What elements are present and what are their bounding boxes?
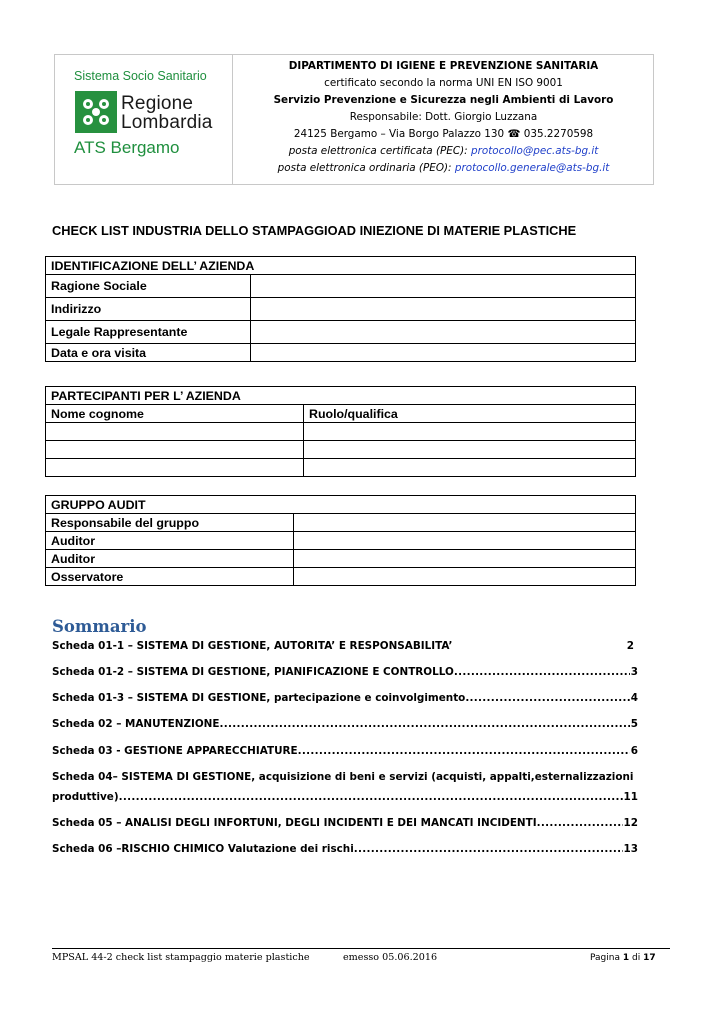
toc-entry-page: 4 (630, 692, 638, 704)
summary-heading: Sommario (52, 617, 147, 636)
field-label-responsabile: Responsabile del gruppo (46, 514, 294, 532)
field-value-auditor[interactable] (294, 532, 636, 550)
column-header-name: Nome cognome (46, 405, 304, 423)
field-value-legale-rappresentante[interactable] (251, 321, 636, 344)
peo-label: posta elettronica ordinaria (PEO): (277, 162, 452, 174)
toc-entry[interactable] (52, 640, 638, 652)
letterhead (54, 54, 654, 185)
address: 24125 Bergamo – Via Borgo Palazzo 130 (293, 128, 505, 140)
certification-line: certificato secondo la norma UNI EN ISO 9001 (324, 77, 563, 89)
company-identification-table (45, 256, 636, 362)
field-label-ragione-sociale: Ragione Sociale (46, 275, 251, 298)
table-row (46, 423, 636, 441)
document-title: CHECK LIST INDUSTRIA DELLO STAMPAGGIOAD INIEZIONE DI MATERIE PLASTICHE (52, 223, 577, 238)
logo-system-name: Sistema Socio Sanitario (74, 69, 207, 83)
column-header-role: Ruolo/qualifica (304, 405, 636, 423)
field-value-responsabile[interactable] (294, 514, 636, 532)
field-label-legale-rappresentante: Legale Rappresentante (46, 321, 251, 344)
participant-name-cell[interactable] (46, 441, 304, 459)
field-label-indirizzo: Indirizzo (46, 298, 251, 321)
pec-label: posta elettronica certificata (PEC): (288, 145, 468, 157)
field-label-auditor: Auditor (46, 550, 294, 568)
phone-number: 035.2270598 (523, 128, 594, 140)
toc-entry[interactable] (52, 791, 638, 803)
toc-entry-text: Scheda 02 – MANUTENZIONE (52, 718, 220, 730)
table-heading: PARTECIPANTI PER L’ AZIENDA (46, 387, 636, 405)
logo-region-line2: Lombardia (121, 112, 213, 133)
field-label-data-ora-visita: Data e ora visita (46, 344, 251, 362)
logo-block (55, 55, 233, 184)
footer-page-number (590, 953, 656, 963)
participant-name-cell[interactable] (46, 459, 304, 477)
phone-icon: ☎ (507, 128, 521, 140)
toc-entry-page: 11 (623, 791, 638, 803)
toc-entry[interactable] (52, 771, 638, 783)
toc-entry[interactable] (52, 817, 638, 829)
toc-entry[interactable] (52, 843, 638, 855)
toc-entry-text: produttive) (52, 791, 119, 803)
peo-email-link[interactable]: protocollo.generale@ats-bg.it (454, 162, 610, 174)
manager-line: Responsabile: Dott. Giorgio Luzzana (349, 111, 538, 123)
table-row (46, 459, 636, 477)
logo-agency: ATS Bergamo (74, 138, 180, 157)
department-name: DIPARTIMENTO DI IGIENE E PREVENZIONE SANITARIA (288, 60, 599, 72)
toc-entry-text: Scheda 01-2 – SISTEMA DI GESTIONE, PIANIFICAZIONE E CONTROLLO (52, 666, 454, 678)
toc-entry-page: 3 (630, 666, 638, 678)
toc-entry[interactable] (52, 718, 638, 730)
participant-role-cell[interactable] (304, 441, 636, 459)
footer-doc-ref: MPSAL 44-2 check list stampaggio materie plastiche (52, 952, 310, 963)
table-heading: GRUPPO AUDIT (46, 496, 636, 514)
department-info (234, 55, 653, 184)
footer-divider (52, 948, 670, 949)
audit-group-table (45, 495, 636, 586)
toc-entry-text: Scheda 01-1 – SISTEMA DI GESTIONE, AUTORITA’ E RESPONSABILITA’ (52, 640, 453, 652)
toc-entry[interactable] (52, 692, 638, 704)
field-label-osservatore: Osservatore (46, 568, 294, 586)
toc-entry-text: Scheda 05 – ANALISI DEGLI INFORTUNI, DEGLI INCIDENTI E DEI MANCATI INCIDENTI (52, 817, 537, 829)
toc-entry-text: Scheda 01-3 – SISTEMA DI GESTIONE, partecipazione e coinvolgimento (52, 692, 466, 704)
toc-entry-text: Scheda 03 - GESTIONE APPARECCHIATURE (52, 745, 298, 757)
participant-name-cell[interactable] (46, 423, 304, 441)
toc-entry-page: 6 (630, 745, 638, 757)
toc-entry[interactable] (52, 745, 638, 757)
field-label-auditor: Auditor (46, 532, 294, 550)
footer-issue-date: emesso 05.06.2016 (343, 952, 438, 963)
participant-role-cell[interactable] (304, 423, 636, 441)
page-current: 1 (622, 953, 630, 963)
region-logo-icon (75, 91, 117, 133)
toc-entry-page: 13 (623, 843, 638, 855)
toc-entry[interactable] (52, 666, 638, 678)
service-name: Servizio Prevenzione e Sicurezza negli Ambienti di Lavoro (273, 94, 614, 106)
toc-entry-page: 12 (623, 817, 638, 829)
table-row (46, 441, 636, 459)
page-total: 17 (643, 953, 656, 963)
page-label: Pagina (590, 953, 620, 963)
field-value-data-ora-visita[interactable] (251, 344, 636, 362)
field-value-ragione-sociale[interactable] (251, 275, 636, 298)
pec-line (234, 143, 653, 160)
toc-entry-text: Scheda 06 –RISCHIO CHIMICO Valutazione dei rischi (52, 843, 354, 855)
address-line (234, 126, 653, 143)
pec-email-link[interactable]: protocollo@pec.ats-bg.it (471, 145, 599, 157)
toc-entry-page: 5 (630, 718, 638, 730)
peo-line (234, 160, 653, 177)
field-value-auditor[interactable] (294, 550, 636, 568)
page-of: di (632, 953, 641, 963)
toc-entry-text: Scheda 04– SISTEMA DI GESTIONE, acquisizione di beni e servizi (acquisti, appalti,esternalizzazioni (52, 771, 634, 783)
field-value-indirizzo[interactable] (251, 298, 636, 321)
field-value-osservatore[interactable] (294, 568, 636, 586)
logo-region-line1: Regione (121, 93, 194, 114)
toc-entry-page: 2 (626, 640, 634, 652)
participant-role-cell[interactable] (304, 459, 636, 477)
participants-table (45, 386, 636, 477)
table-heading: IDENTIFICAZIONE DELL’ AZIENDA (46, 257, 636, 275)
